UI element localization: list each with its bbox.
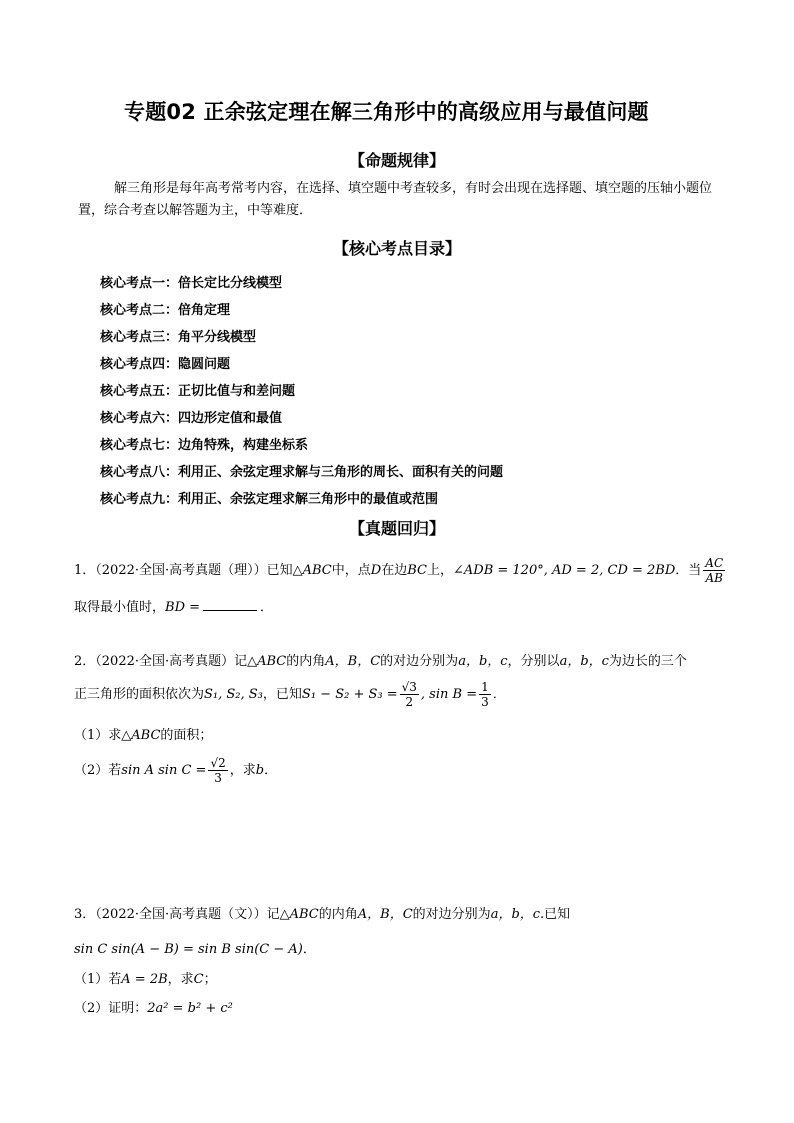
topic-item: 核心考点九：利用正、余弦定理求解三角形中的最值或范围 bbox=[100, 492, 439, 507]
q1-text: 取得最小值时， bbox=[74, 600, 166, 615]
q1-text: ． bbox=[260, 600, 274, 615]
q3-sides: a，b，c bbox=[490, 907, 541, 922]
q3-part-text: （2）证明： bbox=[74, 1001, 148, 1016]
q3-text: 的对边分别为 bbox=[412, 907, 491, 922]
question-3-line-1 bbox=[74, 903, 570, 922]
q2-part-text: ，求 bbox=[229, 763, 256, 778]
q1-text: 在边 bbox=[381, 563, 408, 578]
q1-text: 中，点 bbox=[331, 563, 371, 578]
fraction-numerator: √2 bbox=[210, 756, 226, 770]
topic-item: 核心考点七：边角特殊，构建坐标系 bbox=[100, 438, 309, 453]
question-1-line-1 bbox=[74, 556, 727, 585]
fraction-numerator: √3 bbox=[401, 680, 417, 694]
section-heading-catalog: 【核心考点目录】 bbox=[332, 239, 461, 258]
q1-condition: ∠ADB = 120°, AD = 2, CD = 2BD bbox=[453, 563, 676, 578]
q2-part-text: （1）求 bbox=[74, 728, 122, 743]
q3-condition: A = 2B bbox=[121, 972, 168, 987]
question-3-part-1 bbox=[74, 968, 217, 987]
q1-fraction-denominator: AB bbox=[705, 571, 723, 585]
q2-part-text: （2）若 bbox=[74, 763, 122, 778]
q2-triangle: △ABC bbox=[247, 654, 287, 669]
q2-text: 的内角 bbox=[286, 654, 326, 669]
q2-fraction-one-third bbox=[479, 680, 491, 709]
question-2-line-1 bbox=[74, 650, 687, 669]
q3-identity: 2a² = b² + c² bbox=[147, 1001, 233, 1016]
rule-text: 解三角形是每年高考常考内容，在选择、填空题中考查较多，有时会出现在选择题、填空题的压轴小题位置，综合考查以解答题为主，中等难度． bbox=[78, 181, 713, 218]
section-heading-rule: 【命题规律】 bbox=[348, 151, 445, 170]
q2-text: 的对边分别为 bbox=[380, 654, 459, 669]
q1-point-d: D bbox=[370, 563, 382, 578]
q1-prefix: 1．（2022·全国·高考真题（理））已知 bbox=[74, 563, 293, 578]
question-2-part-1 bbox=[74, 724, 212, 743]
q2-sin-product: sin A sin C = bbox=[121, 763, 207, 778]
q2-part-text: 的面积； bbox=[160, 728, 213, 743]
q3-triangle: △ABC bbox=[279, 907, 319, 922]
q1-side-bc: BC bbox=[407, 563, 427, 578]
fraction-denominator: 2 bbox=[405, 695, 414, 709]
topic-item: 核心考点八：利用正、余弦定理求解与三角形的周长、面积有关的问题 bbox=[100, 465, 504, 480]
q3-part-text: ； bbox=[203, 972, 217, 987]
q2-sides: a，b，c bbox=[458, 654, 508, 669]
question-2-line-2 bbox=[74, 680, 506, 709]
topic-item: 核心考点四：隐圆问题 bbox=[100, 357, 231, 372]
q3-part-text: （1）若 bbox=[74, 972, 122, 987]
topic-item: 核心考点一：倍长定比分线模型 bbox=[100, 276, 283, 291]
topic-item: 核心考点六：四边形定值和最值 bbox=[100, 411, 283, 426]
q2-text: ． bbox=[492, 687, 506, 702]
q2-prefix: 2．（2022·全国·高考真题）记 bbox=[74, 654, 248, 669]
q1-text: ．当 bbox=[675, 563, 702, 578]
q1-fraction-numerator: AC bbox=[705, 556, 724, 570]
q2-var-b: b bbox=[255, 763, 265, 778]
q2-angles: A，B，C bbox=[325, 654, 381, 669]
q3-prefix: 3．（2022·全国·高考真题（文））记 bbox=[74, 907, 280, 922]
q2-text: 为边长的三个 bbox=[608, 654, 687, 669]
q2-text: ，分别以 bbox=[507, 654, 560, 669]
q3-angles: A，B，C bbox=[357, 907, 413, 922]
rule-paragraph bbox=[78, 178, 728, 222]
q2-sin-b: , sin B = bbox=[420, 687, 478, 702]
q3-text: 的内角 bbox=[318, 907, 358, 922]
q3-part-text: ，求 bbox=[167, 972, 194, 987]
q1-fraction bbox=[703, 556, 725, 585]
topic-item: 核心考点二：倍角定理 bbox=[100, 303, 231, 318]
q2-fraction-sqrt3 bbox=[400, 680, 419, 709]
q2-triangle: △ABC bbox=[121, 728, 161, 743]
question-3-part-2 bbox=[74, 997, 233, 1016]
q3-text: .已知 bbox=[540, 907, 571, 922]
q2-part-text: ． bbox=[264, 763, 278, 778]
topic-item: 核心考点五：正切比值与和差问题 bbox=[100, 384, 296, 399]
section-heading-real: 【真题回归】 bbox=[348, 519, 445, 538]
q2-areas: S₁, S₂, S₃ bbox=[204, 687, 263, 702]
q2-text: ，已知 bbox=[262, 687, 302, 702]
q1-bd-equals: BD = bbox=[165, 600, 201, 615]
fraction-numerator: 1 bbox=[481, 680, 489, 694]
question-3-line-2 bbox=[74, 938, 316, 957]
q2-text: 正三角形的面积依次为 bbox=[74, 687, 205, 702]
question-1-line-2 bbox=[74, 596, 273, 615]
topic-item: 核心考点三：角平分线模型 bbox=[100, 330, 257, 345]
q3-text: ． bbox=[302, 942, 316, 957]
q3-var-c: C bbox=[193, 972, 204, 987]
page-title: 专题02 正余弦定理在解三角形中的高级应用与最值问题 bbox=[124, 100, 649, 124]
q2-fraction-sqrt2 bbox=[208, 756, 227, 785]
q2-sides: a，b，c bbox=[559, 654, 609, 669]
q1-text: 上， bbox=[426, 563, 453, 578]
q1-triangle: △ABC bbox=[292, 563, 332, 578]
answer-blank[interactable] bbox=[203, 598, 257, 611]
q2-area-equation: S₁ − S₂ + S₃ = bbox=[301, 687, 398, 702]
question-2-part-2 bbox=[74, 756, 277, 785]
q3-equation: sin C sin(A − B) = sin B sin(C − A) bbox=[74, 942, 303, 957]
fraction-denominator: 3 bbox=[481, 695, 489, 709]
fraction-denominator: 3 bbox=[214, 771, 222, 785]
